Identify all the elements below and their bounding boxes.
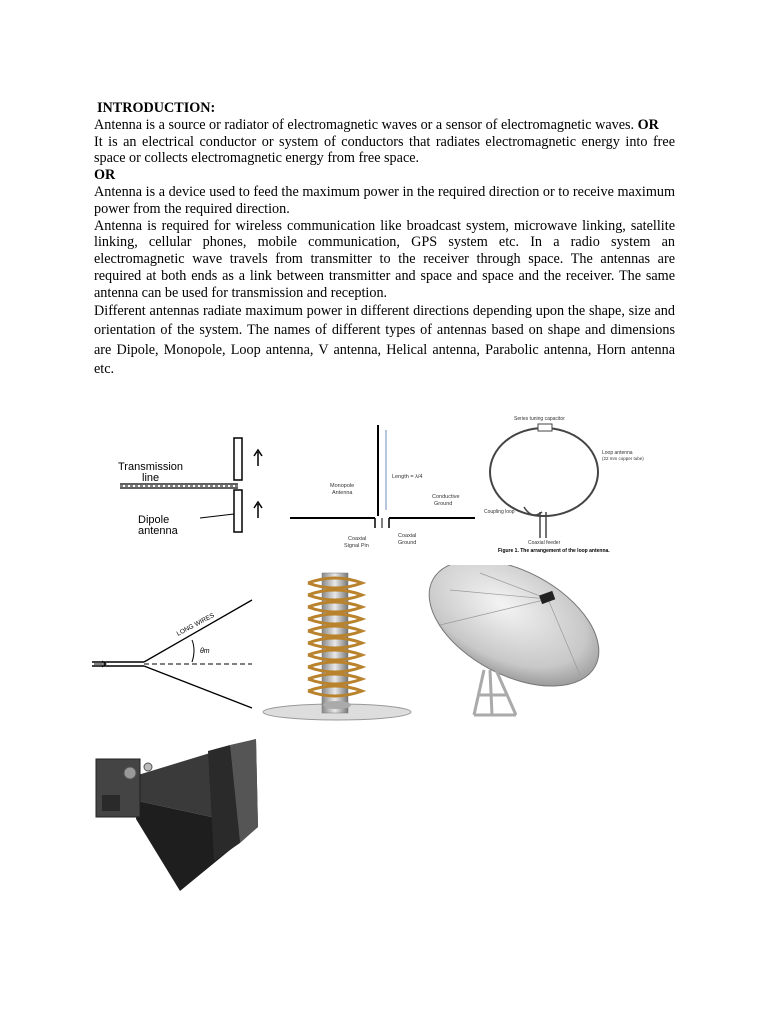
or-keyword: OR: [94, 167, 116, 184]
coax-ground-label: Coaxial: [398, 533, 417, 539]
dipole-upper-element: [234, 438, 242, 480]
connector-icon: [124, 767, 136, 779]
coax-ground-label: Ground: [398, 540, 417, 546]
helical-antenna-figure: [260, 565, 415, 730]
section-heading: INTRODUCTION:: [97, 100, 216, 116]
paragraph-text: Antenna is a source or radiator of electromagnetic waves or a sensor of electromagnetic waves.: [94, 116, 635, 133]
capacitor-label: Series tuning capacitor: [514, 416, 565, 422]
monopole-antenna-figure: [290, 420, 480, 550]
feeder-label: Coaxial feeder: [528, 540, 561, 546]
dipole-lower-element: [234, 490, 242, 532]
transmission-line-label: Transmission: [118, 461, 183, 473]
loop-label: Loop antenna: [602, 450, 633, 456]
arrow-up-icon: [254, 502, 262, 518]
v-wire-lower: [144, 666, 252, 708]
paragraph-applications: Antenna is required for wireless communication like broadcast system, microwave linking, satellite linking, cellular phones, mobile communication, GPS system etc. In a radio system an electromagnetic wave travels from transmitter to the receiver through space. The antennas are required at both ends as a link between transmitter and space and space and the receiver. The same antenna can be used for transmission and reception.: [94, 217, 675, 301]
length-label: Length = λ/4: [392, 474, 423, 480]
signal-pin-label: Signal Pin: [344, 543, 369, 549]
parabolic-antenna-figure: [420, 565, 610, 725]
monopole-label: Monopole: [330, 483, 355, 489]
paragraph-antenna-types: Different antennas radiate maximum power in different directions depending upon the shape, size and orientation of the system. The names of different types of antennas based on shape and dimensions are Dipole, Monopole, Loop antenna, V antenna, Helical antenna, Parabolic antenna, Horn antenna etc.: [94, 302, 675, 378]
paragraph-definition-3: Antenna is a device used to feed the maximum power in the required direction or to receive maximum power from the required direction.: [94, 183, 675, 217]
loop-element: [490, 428, 598, 516]
document-body: [94, 100, 675, 380]
angle-label: θm: [200, 648, 210, 655]
v-wire-upper: [144, 600, 252, 662]
loop-label: (22 mm copper tube): [602, 456, 644, 461]
signal-pin-label: Coaxial: [348, 536, 367, 542]
dipole-antenna-figure: [112, 430, 282, 540]
ground-label: Conductive: [432, 494, 460, 500]
helix-support-pole: [322, 573, 348, 713]
v-antenna-figure: [92, 580, 257, 710]
arrow-up-icon: [254, 450, 262, 466]
monopole-label: Antenna: [332, 490, 353, 496]
loop-caption: Figure 1. The arrangement of the loop antenna.: [498, 548, 610, 554]
horn-antenna-figure: [90, 735, 260, 895]
transmission-line-label: line: [142, 472, 160, 484]
paragraph-definition-2: It is an electrical conductor or system of conductors that radiates electromagnetic energy into free space or collects electromagnetic energy from free space.: [94, 133, 675, 167]
dipole-antenna-label: antenna: [138, 525, 178, 537]
or-keyword: OR: [637, 116, 659, 133]
ground-label: Ground: [434, 501, 453, 507]
loop-antenna-figure: [484, 412, 654, 560]
capacitor-icon: [538, 424, 552, 431]
dish-reflector: [420, 565, 610, 712]
coupling-label: Coupling loop: [484, 509, 515, 515]
paragraph-definition-1: [94, 117, 675, 134]
long-wires-label: LONG WIRES: [175, 612, 216, 638]
dipole-antenna-label: Dipole: [138, 514, 170, 526]
